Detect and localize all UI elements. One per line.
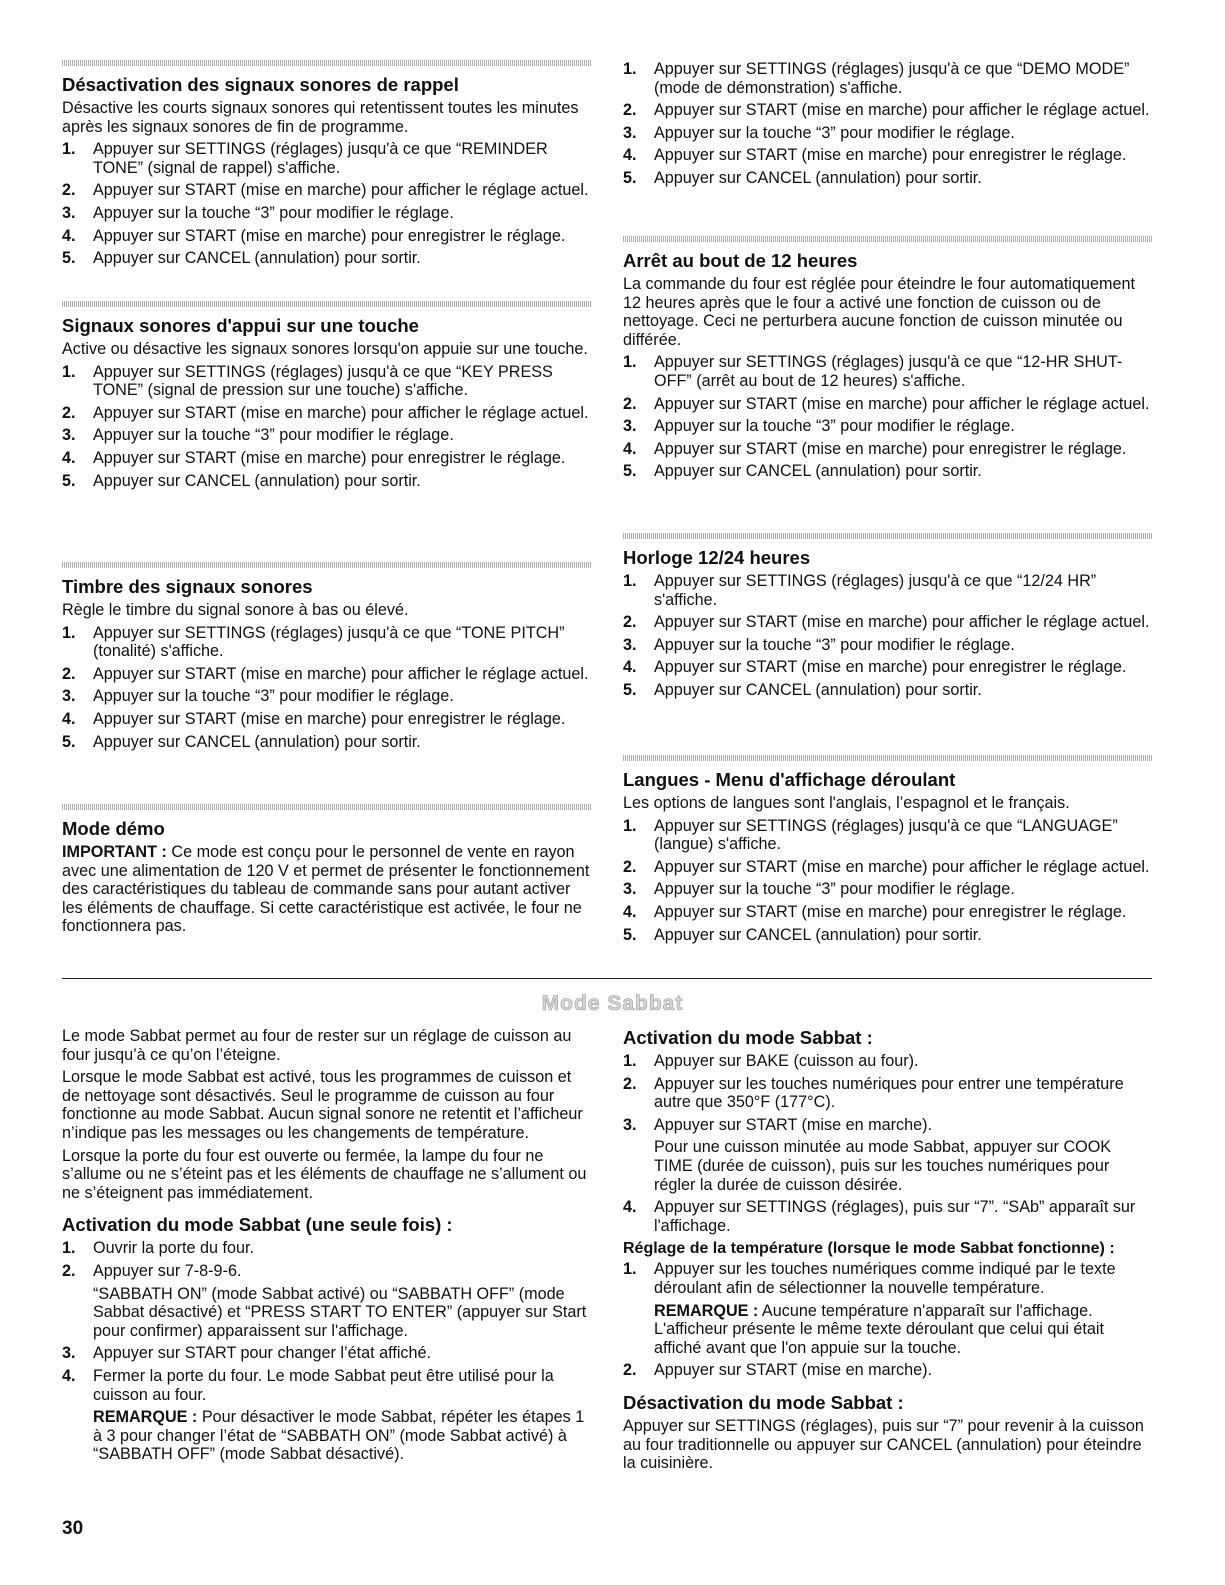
step-number: 4.: [623, 439, 637, 458]
step-text: Appuyer sur START (mise en marche) pour afficher le réglage actuel.: [654, 394, 1150, 413]
section-title: Désactivation des signaux sonores de rappel: [62, 74, 459, 95]
step-text: Appuyer sur START (mise en marche) pour enregistrer le réglage.: [654, 902, 1127, 921]
step-number: 5.: [62, 732, 76, 751]
step-list: [623, 572, 1153, 700]
section-intro: Les options de langues sont l'anglais, l’espagnol et le français.: [623, 794, 1070, 812]
step-number: 1.: [62, 1239, 76, 1258]
step-text: Appuyer sur START (mise en marche).: [654, 1115, 932, 1134]
step-note: [93, 1285, 592, 1341]
paragraph: Lorsque la porte du four est ouverte ou fermée, la lampe du four ne s’allume ou ne s’éteint pas et les éléments de chauffage ne s’allument ou ne s’éteignent pas immédiatement.: [62, 1146, 587, 1202]
section-divider: [62, 804, 592, 810]
section-languages: [623, 755, 1153, 948]
list-item: [62, 227, 592, 246]
step-number: 2.: [62, 1261, 76, 1280]
step-text: Appuyer sur les touches numériques pour entrer une température autre que 350°F (177°C).: [654, 1074, 1124, 1112]
section-divider: [623, 533, 1153, 539]
section-tone-pitch: [62, 562, 592, 755]
step-note: [654, 1302, 1153, 1358]
step-text: Appuyer sur CANCEL (annulation) pour sortir.: [654, 925, 982, 944]
step-number: 5.: [623, 680, 637, 699]
list-item: [623, 124, 1153, 143]
step-text: Appuyer sur SETTINGS (réglages) jusqu'à ce que “KEY PRESS TONE” (signal de pression sur une touche) s'affiche.: [93, 362, 553, 400]
step-text: Appuyer sur START (mise en marche) pour afficher le réglage actuel.: [654, 613, 1150, 632]
list-item: [62, 249, 592, 268]
list-item: [623, 169, 1153, 188]
section-title: Langues - Menu d'affichage déroulant: [623, 769, 956, 790]
step-text: Appuyer sur CANCEL (annulation) pour sortir.: [654, 680, 982, 699]
section-title: Horloge 12/24 heures: [623, 547, 811, 568]
list-item: [62, 426, 592, 445]
important-label: IMPORTANT :: [62, 843, 167, 861]
list-item: [623, 417, 1153, 436]
list-item: [623, 926, 1153, 945]
step-number: 2.: [623, 101, 637, 120]
step-text: Appuyer sur CANCEL (annulation) pour sortir.: [654, 168, 982, 187]
step-number: 4.: [62, 448, 76, 467]
step-text: Appuyer sur SETTINGS (réglages) jusqu'à ce que “12-HR SHUT-OFF” (arrêt au bout de 12 heures) s'affiche.: [654, 353, 1123, 390]
step-number: 5.: [623, 925, 637, 944]
list-item: [623, 658, 1153, 677]
list-item: [623, 572, 1153, 609]
list-item: [623, 1260, 1153, 1357]
section-title: Mode démo: [62, 818, 165, 839]
step-text: Appuyer sur START (mise en marche) pour enregistrer le réglage.: [93, 226, 566, 245]
step-text: Appuyer sur CANCEL (annulation) pour sortir.: [654, 462, 982, 481]
step-number: 2.: [623, 1074, 637, 1093]
list-item: [62, 404, 592, 423]
step-number: 4.: [62, 709, 76, 728]
list-item: [623, 353, 1153, 390]
step-text: Appuyer sur START pour changer l’état affiché.: [93, 1344, 432, 1363]
list-item: [62, 363, 592, 400]
paragraph: Le mode Sabbat permet au four de rester sur un réglage de cuisson au four jusqu’à ce qu’on l’éteigne.: [62, 1027, 572, 1064]
section-reminder-tone: [62, 60, 592, 272]
step-text: Appuyer sur START (mise en marche) pour enregistrer le réglage.: [654, 439, 1127, 458]
list-item: [62, 472, 592, 491]
list-item: [62, 1344, 592, 1363]
section-title: Arrêt au bout de 12 heures: [623, 250, 858, 271]
step-text: Appuyer sur START (mise en marche) pour afficher le réglage actuel.: [93, 664, 589, 683]
step-text: Appuyer sur SETTINGS (réglages) jusqu'à ce que “DEMO MODE” (mode de démonstration) s'affiche.: [654, 60, 1130, 97]
step-text: Appuyer sur CANCEL (annulation) pour sortir.: [93, 732, 421, 751]
list-item: [623, 613, 1153, 632]
step-list: [62, 624, 592, 752]
section-demo-mode: [62, 804, 592, 940]
paragraph: Lorsque le mode Sabbat est activé, tous les programmes de cuisson et de nettoyage sont désactivés. Seul le programme de cuisson au four fonctionne au mode Sabbat. Aucun signal sonore ne retentit et l’afficheur n’indique pas les messages ou les changements de température.: [62, 1068, 583, 1142]
step-number: 4.: [62, 1366, 76, 1385]
step-number: 4.: [623, 146, 637, 165]
step-number: 3.: [623, 1115, 637, 1134]
section-12-24-clock: [623, 533, 1153, 704]
list-item: [623, 60, 1153, 97]
important-note: [62, 843, 592, 936]
step-number: 3.: [623, 123, 637, 142]
step-number: 1.: [623, 353, 637, 372]
section-divider: [62, 301, 592, 307]
note-label: REMARQUE :: [654, 1301, 759, 1320]
section-12hr-shutoff: [623, 236, 1153, 485]
step-number: 3.: [623, 880, 637, 899]
section-divider: [623, 236, 1153, 242]
list-item: [62, 1262, 592, 1340]
note-text: “SABBATH ON” (mode Sabbat activé) ou “SABBATH OFF” (mode Sabbat désactivé) et “PRESS START TO ENTER” (appuyer sur Start pour confirmer) apparaissent sur l'affichage.: [93, 1284, 587, 1340]
step-text: Ouvrir la porte du four.: [93, 1239, 255, 1258]
section-intro: Active ou désactive les signaux sonores lorsqu'on appuie sur une touche.: [62, 340, 588, 358]
step-text: Appuyer sur START (mise en marche) pour afficher le réglage actuel.: [93, 403, 589, 422]
step-text: Appuyer sur START (mise en marche) pour afficher le réglage actuel.: [93, 181, 589, 200]
note-label: REMARQUE :: [93, 1408, 198, 1427]
step-number: 3.: [62, 1344, 76, 1363]
list-item: [623, 1116, 1153, 1194]
step-number: 3.: [623, 417, 637, 436]
list-item: [62, 204, 592, 223]
list-item: [623, 146, 1153, 165]
page-number: 30: [62, 1518, 84, 1539]
step-text: Appuyer sur la touche “3” pour modifier le réglage.: [93, 687, 454, 706]
step-note: [93, 1408, 592, 1464]
step-number: 1.: [62, 362, 76, 381]
list-item: [623, 817, 1153, 854]
step-list: [623, 1260, 1153, 1380]
step-text: Fermer la porte du four. Le mode Sabbat peut être utilisé pour la cuisson au four.: [93, 1366, 554, 1404]
step-number: 5.: [623, 462, 637, 481]
section-divider: [62, 60, 592, 66]
step-text: Appuyer sur la touche “3” pour modifier le réglage.: [654, 880, 1015, 899]
step-number: 1.: [62, 623, 76, 642]
step-text: Appuyer sur SETTINGS (réglages) jusqu'à ce que “12/24 HR” s'affiche.: [654, 572, 1097, 609]
list-item: [623, 880, 1153, 899]
step-number: 5.: [623, 168, 637, 187]
step-list: [62, 363, 592, 491]
step-number: 4.: [623, 1198, 637, 1217]
step-number: 2.: [623, 394, 637, 413]
step-number: 3.: [62, 426, 76, 445]
step-list: [62, 140, 592, 268]
step-number: 1.: [623, 816, 637, 835]
step-number: 4.: [623, 658, 637, 677]
step-number: 2.: [62, 403, 76, 422]
step-text: Appuyer sur la touche “3” pour modifier le réglage.: [654, 635, 1015, 654]
list-item: [62, 733, 592, 752]
list-item: [62, 624, 592, 661]
section-sabbath-activation: [623, 1027, 1153, 1477]
list-item: [623, 440, 1153, 459]
step-text: Appuyer sur START (mise en marche) pour afficher le réglage actuel.: [654, 857, 1150, 876]
list-item: [62, 140, 592, 177]
step-number: 1.: [62, 140, 76, 159]
section-title: Timbre des signaux sonores: [62, 576, 313, 597]
subsection-title: Réglage de la température (lorsque le mode Sabbat fonctionne) :: [623, 1240, 1115, 1258]
step-number: 3.: [623, 635, 637, 654]
list-item: [62, 181, 592, 200]
section-title: Activation du mode Sabbat :: [623, 1027, 873, 1048]
list-item: [623, 101, 1153, 120]
paragraph: Appuyer sur SETTINGS (réglages), puis sur “7” pour revenir à la cuisson au four traditionnelle ou appuyer sur CANCEL (annulation) pour éteindre la cuisinière.: [623, 1416, 1144, 1473]
step-text: Appuyer sur START (mise en marche) pour enregistrer le réglage.: [654, 146, 1127, 165]
step-number: 2.: [623, 613, 637, 632]
note-text: Aucune température n'apparaît sur l'affichage. L'afficheur présente le même texte déroulant que celui qui était affiché avant que l'on appuie sur la touche.: [654, 1301, 1105, 1357]
step-number: 1.: [623, 1052, 637, 1070]
section-intro: La commande du four est réglée pour éteindre le four automatiquement 12 heures après que le four a activé une fonction de cuisson ou de nettoyage. Ceci ne perturbera aucune fonction de cuisson minutée ou différée.: [623, 275, 1136, 349]
list-item: [62, 449, 592, 468]
important-text: Ce mode est conçu pour le personnel de vente en rayon avec une alimentation de 120 V et permet de présenter le fonctionnement des caractéristiques du tableau de commande sans pour autant activer les éléments de chauffage. Si cette caractéristique est activée, le four ne fonctionnera pas.: [62, 843, 590, 936]
section-title: Activation du mode Sabbat (une seule fois) :: [62, 1214, 453, 1236]
section-intro: Désactive les courts signaux sonores qui retentissent toutes les minutes après les signaux sonores de fin de programme.: [62, 99, 579, 136]
step-list: [623, 60, 1153, 188]
section-divider: [623, 755, 1153, 761]
list-item: [62, 1239, 592, 1258]
step-number: 2.: [62, 664, 76, 683]
step-number: 1.: [623, 1260, 637, 1279]
section-sabbath-intro: [62, 1027, 592, 1468]
step-text: Appuyer sur la touche “3” pour modifier le réglage.: [654, 417, 1015, 436]
list-item: [623, 681, 1153, 700]
note-text: Pour une cuisson minutée au mode Sabbat, appuyer sur COOK TIME (durée de cuisson), puis sur les touches numériques pour régler la durée de cuisson désirée.: [654, 1138, 1112, 1194]
step-text: Appuyer sur la touche “3” pour modifier le réglage.: [93, 203, 454, 222]
step-text: Appuyer sur BAKE (cuisson au four).: [654, 1052, 919, 1070]
step-text: Appuyer sur START (mise en marche).: [654, 1361, 932, 1380]
step-list: [623, 817, 1153, 945]
step-text: Appuyer sur les touches numériques comme indiqué par le texte déroulant afin de sélectionner la nouvelle température.: [654, 1260, 1116, 1297]
step-text: Appuyer sur SETTINGS (réglages) jusqu'à ce que “REMINDER TONE” (signal de rappel) s'affiche.: [93, 140, 548, 177]
step-number: 4.: [62, 226, 76, 245]
list-item: [62, 687, 592, 706]
section-intro: Règle le timbre du signal sonore à bas ou élevé.: [62, 601, 409, 619]
list-item: [623, 1198, 1153, 1235]
step-number: 5.: [62, 249, 76, 268]
section-demo-mode-steps: [623, 60, 1153, 192]
list-item: [623, 1361, 1153, 1380]
list-item: [623, 636, 1153, 655]
step-number: 1.: [623, 60, 637, 78]
section-key-press-tone: [62, 301, 592, 494]
step-list: [623, 353, 1153, 481]
step-text: Appuyer sur SETTINGS (réglages), puis sur “7”. “SAb” apparaît sur l'affichage.: [654, 1198, 1136, 1235]
list-item: [62, 1367, 592, 1464]
step-number: 3.: [62, 203, 76, 222]
list-item: [62, 665, 592, 684]
list-item: [623, 903, 1153, 922]
note-text: Pour désactiver le mode Sabbat, répéter les étapes 1 à 3 pour changer l’état de “SABBATH ON” (mode Sabbat activé) à “SABBATH OFF” (mode Sabbat désactivé).: [93, 1408, 585, 1464]
list-item: [623, 462, 1153, 481]
step-list: [623, 1052, 1153, 1235]
step-text: Appuyer sur START (mise en marche) pour afficher le réglage actuel.: [654, 101, 1150, 120]
list-item: [623, 1075, 1153, 1112]
section-title: Désactivation du mode Sabbat :: [623, 1391, 904, 1413]
horizontal-rule: [62, 978, 1152, 979]
step-text: Appuyer sur CANCEL (annulation) pour sortir.: [93, 471, 421, 490]
step-text: Appuyer sur la touche “3” pour modifier le réglage.: [654, 123, 1015, 142]
step-text: Appuyer sur 7-8-9-6.: [93, 1261, 242, 1280]
step-number: 4.: [623, 902, 637, 921]
list-item: [623, 395, 1153, 414]
step-text: Appuyer sur START (mise en marche) pour enregistrer le réglage.: [654, 658, 1127, 677]
step-text: Appuyer sur SETTINGS (réglages) jusqu'à ce que “TONE PITCH” (tonalité) s'affiche.: [93, 623, 565, 661]
step-text: Appuyer sur SETTINGS (réglages) jusqu'à ce que “LANGUAGE” (langue) s'affiche.: [654, 816, 1118, 854]
step-text: Appuyer sur la touche “3” pour modifier le réglage.: [93, 426, 454, 445]
step-number: 5.: [62, 471, 76, 490]
step-text: Appuyer sur START (mise en marche) pour enregistrer le réglage.: [93, 709, 566, 728]
section-title: Signaux sonores d'appui sur une touche: [62, 315, 419, 336]
list-item: [623, 1052, 1153, 1071]
sabbath-mode-heading: Mode Sabbat: [541, 992, 684, 1015]
step-number: 2.: [62, 181, 76, 200]
step-number: 2.: [623, 1361, 637, 1380]
step-number: 1.: [623, 572, 637, 590]
section-divider: [62, 562, 592, 568]
list-item: [623, 858, 1153, 877]
step-text: Appuyer sur START (mise en marche) pour enregistrer le réglage.: [93, 448, 566, 467]
step-text: Appuyer sur CANCEL (annulation) pour sortir.: [93, 249, 421, 268]
step-note: [654, 1138, 1153, 1194]
step-number: 3.: [62, 687, 76, 706]
list-item: [62, 710, 592, 729]
step-list: [62, 1239, 592, 1464]
step-number: 2.: [623, 857, 637, 876]
